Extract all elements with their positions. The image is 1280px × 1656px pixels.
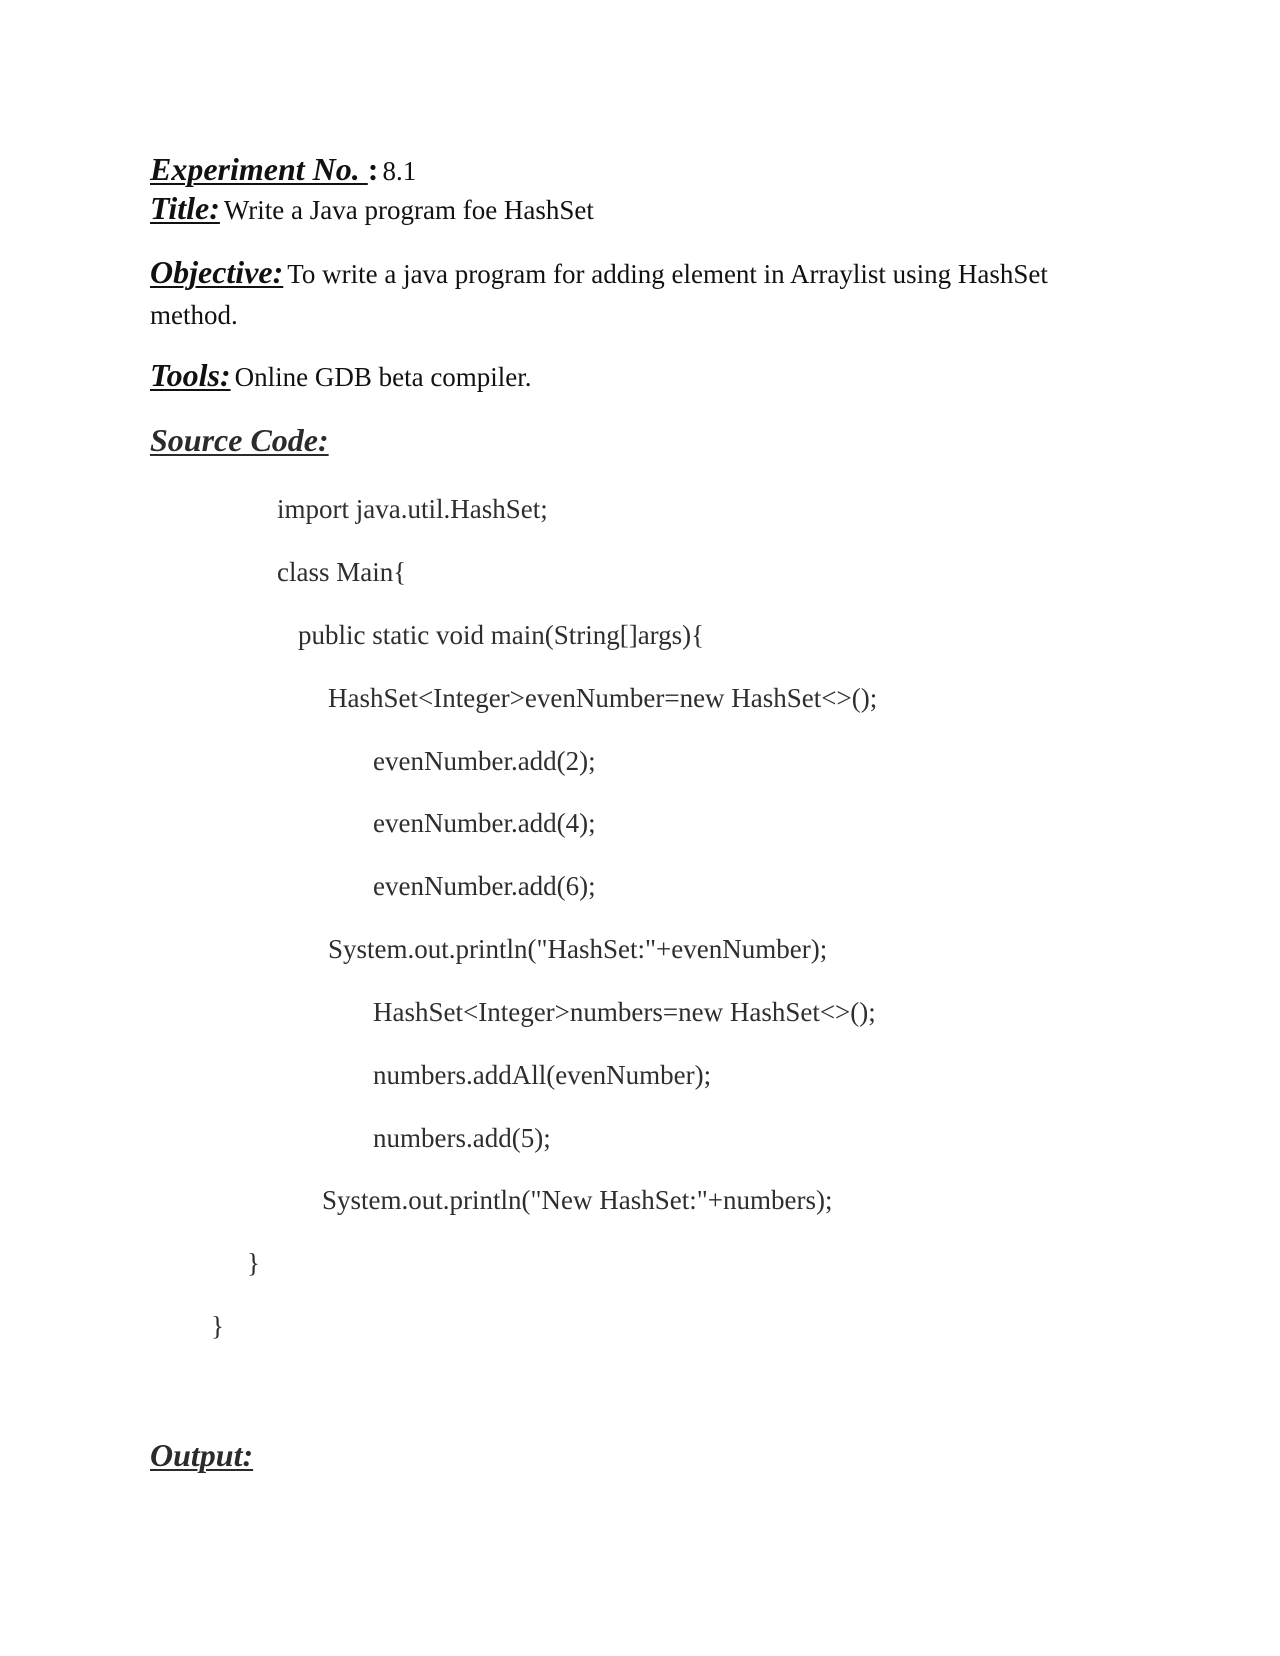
objective-label: Objective: xyxy=(150,254,284,290)
code-line: import java.util.HashSet; xyxy=(277,494,548,524)
code-line: public static void main(String[]args){ xyxy=(298,620,705,650)
title-label: Title: xyxy=(150,190,220,226)
output-label: Output: xyxy=(150,1437,254,1473)
experiment-number-value: 8.1 xyxy=(382,156,417,186)
code-line: numbers.add(5); xyxy=(373,1123,551,1153)
objective-value-line1: To write a java program for adding element in Arraylist using HashSet xyxy=(287,259,1048,289)
code-line: class Main{ xyxy=(277,557,407,587)
source-code-row xyxy=(150,424,329,456)
source-code-label: Source Code: xyxy=(150,422,329,458)
code-line: evenNumber.add(6); xyxy=(373,871,596,901)
tools-value: Online GDB beta compiler. xyxy=(234,362,532,392)
code-line: evenNumber.add(4); xyxy=(373,808,596,838)
code-line: System.out.println("New HashSet:"+numbers); xyxy=(322,1185,833,1215)
experiment-number-colon: : xyxy=(367,151,379,187)
tools-label: Tools: xyxy=(150,357,231,393)
objective-row xyxy=(150,256,1048,288)
objective-row-continued xyxy=(150,302,238,329)
output-row xyxy=(150,1439,253,1471)
experiment-number-row xyxy=(150,153,416,185)
code-line: numbers.addAll(evenNumber); xyxy=(373,1060,712,1090)
code-line: HashSet<Integer>numbers=new HashSet<>(); xyxy=(373,997,876,1027)
title-value: Write a Java program foe HashSet xyxy=(223,195,594,225)
code-line: evenNumber.add(2); xyxy=(373,746,596,776)
objective-value-line2: method. xyxy=(150,300,238,330)
experiment-number-label: Experiment No. xyxy=(150,151,368,187)
code-line: } xyxy=(211,1311,224,1341)
tools-row xyxy=(150,359,532,391)
code-line: HashSet<Integer>evenNumber=new HashSet<>(); xyxy=(328,683,878,713)
code-line: } xyxy=(247,1248,260,1278)
title-row xyxy=(150,192,594,224)
code-line: System.out.println("HashSet:"+evenNumber); xyxy=(328,934,828,964)
